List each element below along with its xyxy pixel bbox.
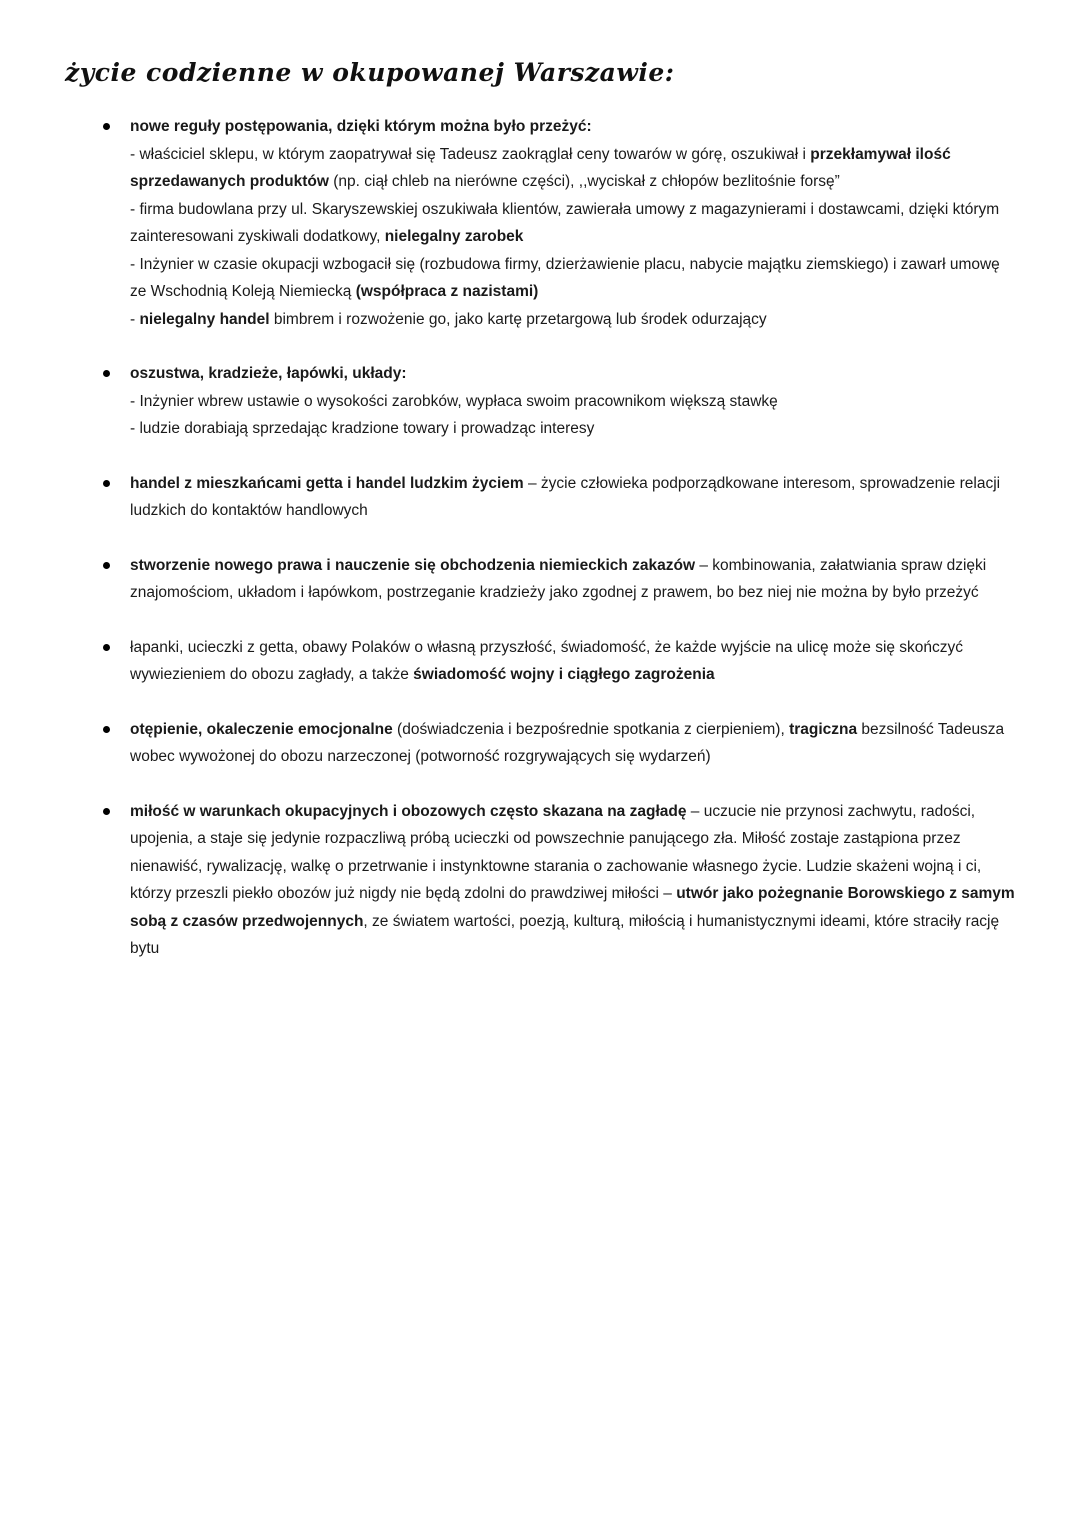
text-run: (doświadczenia i bezpośrednie spotkania z cierpieniem), <box>392 720 790 738</box>
bullet-item <box>65 360 1018 443</box>
bullet-item <box>65 716 1018 771</box>
text-run: (np. ciął chleb na nierówne części), ,,wyciskał z chłopów bezlitośnie forsę” <box>328 173 840 190</box>
text-run: bimbrem i rozwożenie go, jako kartę przetargową lub środek odurzający <box>269 310 767 328</box>
bullet-item <box>65 113 1018 333</box>
text-run-bold: świadomość wojny i ciągłego zagrożenia <box>413 666 715 683</box>
bullet-marker-icon <box>103 726 110 733</box>
bullet-content <box>130 360 1018 443</box>
text-run-bold: miłość w warunkach okupacyjnych i obozowych często skazana na zagładę <box>130 802 687 820</box>
bullet-item <box>65 798 1018 963</box>
text-run: – kombinowania, załatwiania spraw dzięki znajomościom, układom i łapówkom, postrzeganie kradzieży jako zgodnej z prawem, bo bez niej nie można by było przeżyć <box>130 556 987 601</box>
bullet-content <box>130 552 1018 607</box>
text-run-bold: nowe reguły postępowania, dzięki którym można było przeżyć: <box>130 118 592 135</box>
paragraph <box>130 360 1018 388</box>
paragraph <box>130 716 1018 771</box>
text-run-bold: nielegalny handel <box>139 310 270 328</box>
paragraph <box>130 113 1018 141</box>
text-run: – życie człowieka podporządkowane interesom, sprowadzenie relacji ludzkich do kontaktów handlowych <box>130 474 1001 519</box>
text-run: - <box>130 310 140 328</box>
bullet-item <box>65 552 1018 607</box>
bullet-marker-icon <box>103 562 110 569</box>
text-run: - ludzie dorabiają sprzedając kradzione towary i prowadząc interesy <box>130 420 595 437</box>
paragraph <box>130 470 1018 525</box>
paragraph <box>130 251 1018 306</box>
text-run: - właściciel sklepu, w którym zaopatrywał się Tadeusz zaokrąglał ceny towarów w górę, oszukiwał i <box>130 145 811 163</box>
bullet-marker-icon <box>103 370 110 377</box>
paragraph <box>130 552 1018 607</box>
text-run-bold: oszustwa, kradzieże, łapówki, układy: <box>130 365 407 382</box>
text-run: – uczucie nie przynosi zachwytu, radości, upojenia, a staje się jedynie rozpaczliwą próbą ucieczki od powszechnie panującego zła. Miłość zostaje zastąpiona przez nienawiść, rywalizację, walkę o przetrwanie i instynktowne starania o zachowanie własnego życie. Ludzie skażeni wojną i ci, którzy przeszli piekło obozów już nigdy nie będą zdolni do prawdziwej miłości – <box>130 802 982 902</box>
text-run-bold: utwór jako pożegnanie Borowskiego z samym sobą z czasów przedwojennych <box>130 885 1015 930</box>
bullet-item <box>65 470 1018 525</box>
text-run-bold: handel z mieszkańcami getta i handel ludzkim życiem <box>130 474 524 492</box>
text-run: łapanki, ucieczki z getta, obawy Polaków o własną przyszłość, świadomość, że każde wyjście na ulicę może się skończyć wywiezieniem do obozu zagłady, a także <box>130 638 964 683</box>
text-run-bold: nielegalny zarobek <box>384 228 524 245</box>
bullet-content <box>130 716 1018 771</box>
text-run-bold: stworzenie nowego prawa i nauczenie się obchodzenia niemieckich zakazów <box>130 556 696 574</box>
bullet-content <box>130 470 1018 525</box>
paragraph <box>130 141 1018 196</box>
bullet-marker-icon <box>103 808 110 815</box>
text-run: - firma budowlana przy ul. Skaryszewskiej oszukiwała klientów, zawierała umowy z magazynierami i dostawcami, dzięki którym zainteresowani zyskiwali dodatkowy, <box>130 200 1000 245</box>
text-run: - Inżynier w czasie okupacji wzbogacił się (rozbudowa firmy, dzierżawienie placu, nabycie majątku ziemskiego) i zawarł umowę ze Wschodnią Koleją Niemiecką <box>130 255 1000 300</box>
text-run-bold: tragiczna <box>789 720 858 738</box>
bullet-list <box>65 113 1018 963</box>
bullet-item <box>65 634 1018 689</box>
page-title: życie codzienne w okupowanej Warszawie: <box>65 58 675 87</box>
bullet-content <box>130 634 1018 689</box>
text-run: - Inżynier wbrew ustawie o wysokości zarobków, wypłaca swoim pracownikom większą stawkę <box>130 392 778 410</box>
text-run-bold: (współpraca z nazistami) <box>355 283 539 300</box>
text-run: , ze światem wartości, poezją, kulturą, miłością i humanistycznymi ideami, które straciły rację bytu <box>130 912 1000 957</box>
paragraph <box>130 798 1018 963</box>
text-run-bold: przekłamywał ilość sprzedawanych produktów <box>130 145 951 190</box>
bullet-marker-icon <box>103 644 110 651</box>
text-run: bezsilność Tadeusza wobec wywożonej do obozu narzeczonej (potworność rozgrywających się wydarzeń) <box>130 720 1005 765</box>
paragraph <box>130 388 1018 416</box>
bullet-marker-icon <box>103 123 110 130</box>
bullet-marker-icon <box>103 480 110 487</box>
text-run-bold: otępienie, okaleczenie emocjonalne <box>130 720 393 738</box>
bullet-content <box>130 798 1018 963</box>
paragraph <box>130 306 1018 334</box>
paragraph <box>130 634 1018 689</box>
bullet-content <box>130 113 1018 333</box>
paragraph <box>130 196 1018 251</box>
paragraph <box>130 415 1018 443</box>
